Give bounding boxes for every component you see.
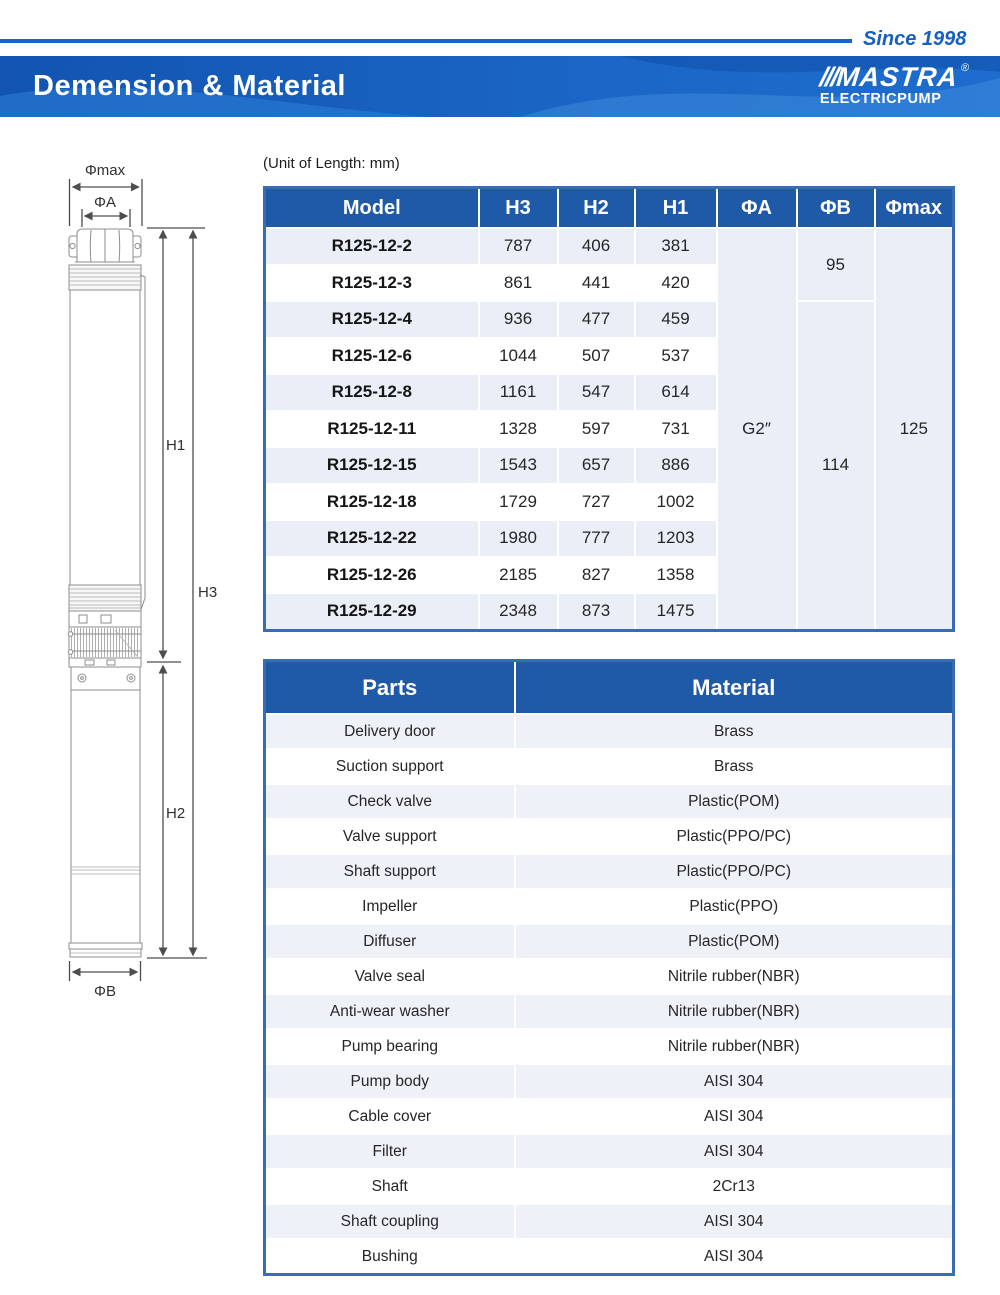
col-header-material: Material bbox=[515, 661, 954, 715]
material-value-cell: Nitrile rubber(NBR) bbox=[515, 994, 954, 1029]
col-header-phi-b: ΦB bbox=[797, 188, 875, 229]
phi-a-merged-cell: G2″ bbox=[717, 228, 797, 630]
parts-table-row bbox=[265, 1204, 954, 1239]
h2-value-cell: 727 bbox=[558, 484, 635, 521]
h1-value-cell: 1358 bbox=[635, 557, 717, 594]
h1-value-cell: 420 bbox=[635, 265, 717, 302]
dimensions-table bbox=[263, 186, 955, 632]
part-name-cell: Diffuser bbox=[265, 924, 515, 959]
h1-value-cell: 1203 bbox=[635, 520, 717, 557]
page-title: Demension & Material bbox=[33, 70, 346, 102]
model-cell: R125-12-3 bbox=[265, 265, 479, 302]
dim-label-phi-a: ΦA bbox=[94, 194, 116, 211]
h3-value-cell: 1729 bbox=[479, 484, 558, 521]
part-name-cell: Suction support bbox=[265, 749, 515, 784]
parts-table-row bbox=[265, 1099, 954, 1134]
h3-value-cell: 1328 bbox=[479, 411, 558, 448]
header-banner bbox=[0, 56, 1000, 117]
parts-table-row bbox=[265, 749, 954, 784]
part-name-cell: Bushing bbox=[265, 1239, 515, 1275]
h3-value-cell: 787 bbox=[479, 228, 558, 265]
since-text: Since 1998 bbox=[863, 28, 967, 50]
parts-table-row bbox=[265, 714, 954, 749]
h3-value-cell: 936 bbox=[479, 301, 558, 338]
part-name-cell: Valve seal bbox=[265, 959, 515, 994]
parts-table-row bbox=[265, 1029, 954, 1064]
h1-value-cell: 731 bbox=[635, 411, 717, 448]
h2-value-cell: 406 bbox=[558, 228, 635, 265]
material-value-cell: Brass bbox=[515, 749, 954, 784]
h2-value-cell: 507 bbox=[558, 338, 635, 375]
material-value-cell: Plastic(PPO) bbox=[515, 889, 954, 924]
unit-note: (Unit of Length: mm) bbox=[263, 155, 400, 172]
part-name-cell: Delivery door bbox=[265, 714, 515, 749]
material-value-cell: AISI 304 bbox=[515, 1099, 954, 1134]
col-header-model: Model bbox=[265, 188, 479, 229]
h3-value-cell: 861 bbox=[479, 265, 558, 302]
col-header-parts: Parts bbox=[265, 661, 515, 715]
h2-value-cell: 441 bbox=[558, 265, 635, 302]
material-value-cell: AISI 304 bbox=[515, 1239, 954, 1275]
h1-value-cell: 1002 bbox=[635, 484, 717, 521]
col-header-h1: H1 bbox=[635, 188, 717, 229]
model-cell: R125-12-18 bbox=[265, 484, 479, 521]
parts-table-row bbox=[265, 1064, 954, 1099]
dim-label-phi-b: ΦB bbox=[94, 983, 116, 1000]
material-value-cell: Nitrile rubber(NBR) bbox=[515, 959, 954, 994]
dim-label-h2: H2 bbox=[166, 805, 186, 822]
part-name-cell: Shaft bbox=[265, 1169, 515, 1204]
model-cell: R125-12-15 bbox=[265, 447, 479, 484]
model-cell: R125-12-26 bbox=[265, 557, 479, 594]
h1-value-cell: 614 bbox=[635, 374, 717, 411]
motor-body bbox=[71, 690, 140, 943]
h2-value-cell: 827 bbox=[558, 557, 635, 594]
col-header-h3: H3 bbox=[479, 188, 558, 229]
h2-value-cell: 477 bbox=[558, 301, 635, 338]
parts-table-row bbox=[265, 889, 954, 924]
parts-table-row bbox=[265, 1239, 954, 1275]
parts-table-row bbox=[265, 854, 954, 889]
material-value-cell: Plastic(POM) bbox=[515, 924, 954, 959]
h1-value-cell: 381 bbox=[635, 228, 717, 265]
part-name-cell: Filter bbox=[265, 1134, 515, 1169]
brand-logo bbox=[820, 63, 968, 107]
parts-table-row bbox=[265, 994, 954, 1029]
part-name-cell: Valve support bbox=[265, 819, 515, 854]
dim-table-row bbox=[265, 228, 954, 265]
part-name-cell: Impeller bbox=[265, 889, 515, 924]
material-value-cell: AISI 304 bbox=[515, 1064, 954, 1099]
material-value-cell: Plastic(PPO/PC) bbox=[515, 854, 954, 889]
part-name-cell: Cable cover bbox=[265, 1099, 515, 1134]
h1-value-cell: 537 bbox=[635, 338, 717, 375]
parts-table-row bbox=[265, 1169, 954, 1204]
part-name-cell: Shaft support bbox=[265, 854, 515, 889]
logo-subtitle: ELECTRICPUMP bbox=[819, 91, 942, 107]
model-cell: R125-12-4 bbox=[265, 301, 479, 338]
material-value-cell: Brass bbox=[515, 714, 954, 749]
h3-value-cell: 2348 bbox=[479, 593, 558, 630]
part-name-cell: Shaft coupling bbox=[265, 1204, 515, 1239]
parts-table-row bbox=[265, 1134, 954, 1169]
part-name-cell: Pump body bbox=[265, 1064, 515, 1099]
col-header-phi-a: ΦA bbox=[717, 188, 797, 229]
phi-b-merged-cell-bottom: 114 bbox=[797, 301, 875, 630]
h3-value-cell: 1044 bbox=[479, 338, 558, 375]
parts-table-row bbox=[265, 784, 954, 819]
part-name-cell: Pump bearing bbox=[265, 1029, 515, 1064]
material-value-cell: Nitrile rubber(NBR) bbox=[515, 1029, 954, 1064]
model-cell: R125-12-6 bbox=[265, 338, 479, 375]
parts-table-row bbox=[265, 924, 954, 959]
pump-diagram bbox=[55, 150, 235, 1012]
h2-value-cell: 777 bbox=[558, 520, 635, 557]
material-value-cell: Plastic(PPO/PC) bbox=[515, 819, 954, 854]
registered-trademark-icon: ® bbox=[960, 62, 970, 74]
phi-max-merged-cell: 125 bbox=[875, 228, 954, 630]
model-cell: R125-12-11 bbox=[265, 411, 479, 448]
h2-value-cell: 597 bbox=[558, 411, 635, 448]
material-value-cell: AISI 304 bbox=[515, 1204, 954, 1239]
col-header-phi-max: Φmax bbox=[875, 188, 954, 229]
parts-table-row bbox=[265, 819, 954, 854]
phi-b-merged-cell-top: 95 bbox=[797, 228, 875, 301]
h2-value-cell: 547 bbox=[558, 374, 635, 411]
model-cell: R125-12-22 bbox=[265, 520, 479, 557]
pump-body bbox=[70, 290, 140, 585]
h3-value-cell: 1543 bbox=[479, 447, 558, 484]
dim-label-h1: H1 bbox=[166, 437, 186, 454]
parts-material-table bbox=[263, 659, 955, 1276]
top-rule bbox=[0, 39, 852, 43]
h3-value-cell: 1161 bbox=[479, 374, 558, 411]
h2-value-cell: 657 bbox=[558, 447, 635, 484]
h1-value-cell: 886 bbox=[635, 447, 717, 484]
h1-value-cell: 1475 bbox=[635, 593, 717, 630]
col-header-h2: H2 bbox=[558, 188, 635, 229]
material-value-cell: 2Cr13 bbox=[515, 1169, 954, 1204]
dim-table-row bbox=[265, 301, 954, 338]
dim-label-phi-max: Φmax bbox=[84, 162, 126, 179]
parts-header-row bbox=[265, 661, 954, 715]
h2-value-cell: 873 bbox=[558, 593, 635, 630]
part-name-cell: Anti-wear washer bbox=[265, 994, 515, 1029]
model-cell: R125-12-2 bbox=[265, 228, 479, 265]
material-value-cell: AISI 304 bbox=[515, 1134, 954, 1169]
logo-brand: MASTRA bbox=[834, 62, 960, 92]
h3-value-cell: 2185 bbox=[479, 557, 558, 594]
h1-value-cell: 459 bbox=[635, 301, 717, 338]
part-name-cell: Check valve bbox=[265, 784, 515, 819]
material-value-cell: Plastic(POM) bbox=[515, 784, 954, 819]
model-cell: R125-12-29 bbox=[265, 593, 479, 630]
dim-header-row bbox=[265, 188, 954, 229]
logo-slashes-icon: /// bbox=[818, 62, 838, 92]
dim-label-h3: H3 bbox=[198, 584, 218, 601]
parts-table-row bbox=[265, 959, 954, 994]
h3-value-cell: 1980 bbox=[479, 520, 558, 557]
model-cell: R125-12-8 bbox=[265, 374, 479, 411]
cable-guard bbox=[140, 275, 145, 611]
